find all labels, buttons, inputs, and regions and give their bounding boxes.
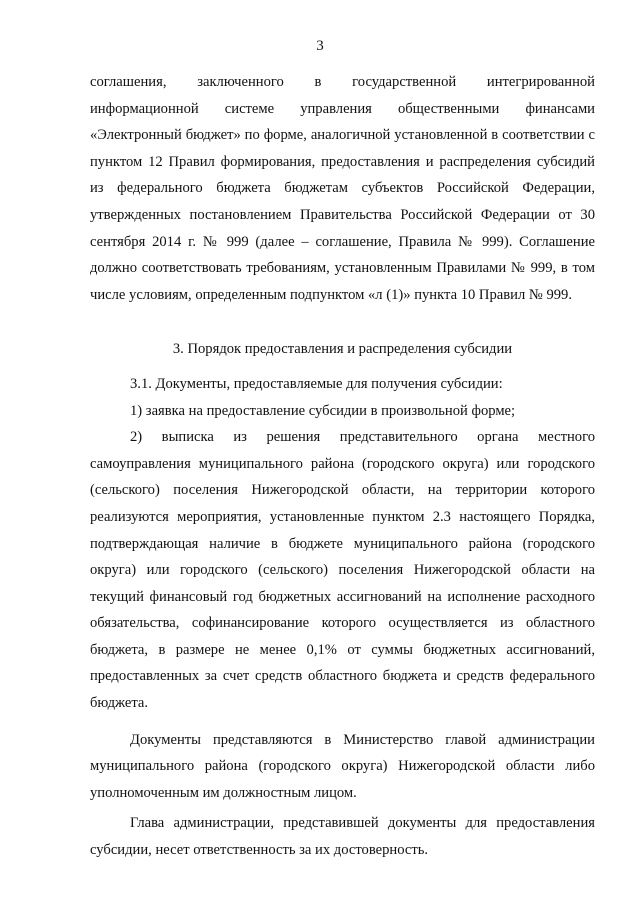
document-body bbox=[90, 69, 595, 864]
section-heading: 3. Порядок предоставления и распределения субсидии bbox=[172, 341, 513, 358]
item-3-1: 3.1. Документы, предоставляемые для получения субсидии: bbox=[130, 375, 503, 392]
responsibility-paragraph: Глава администрации, представившей документы для предоставления субсидии, несет ответственность за их достоверность. bbox=[90, 815, 595, 859]
list-item-2: 2) выписка из решения представительного органа местного самоуправления муниципального района (городского округа) или городского (сельского) поселения Нижегородской области, на территории которого реализуются мероприятия, установленные пунктом 2.3 настоящего Порядка, подтверждающая наличие в бюджете муниципального района (городского округа) или городского (сельского) поселения Нижегородской области на текущий финансовый год бюджетных ассигнований на исполнение расходного обязательства, софинансирование которого осуществляется из областного бюджета, в размере не менее 0,1% от суммы бюджетных ассигнований, предоставленных за счет средств областного бюджета и средств федерального бюджета. bbox=[90, 429, 595, 712]
intro-paragraph: соглашения, заключенного в государственной интегрированной информационной системе управления общественными финансами «Электронный бюджет» по форме, аналогичной установленной в соответствии с пунктом 12 Правил формирования, предоставления и распределения субсидий из федерального бюджета бюджетам субъектов Российской Федерации, утвержденных постановлением Правительства Российской Федерации от 30 сентября 2014 г. № 999 (далее – соглашение, Правила № 999). Соглашение должно соответствовать требованиям, установленным Правилами № 999, в том числе условиям, определенным подпунктом «л (1)» пункта 10 Правил № 999. bbox=[90, 74, 595, 303]
list-item-1: 1) заявка на предоставление субсидии в произвольной форме; bbox=[130, 402, 516, 419]
page-number: 3 bbox=[316, 38, 324, 54]
documents-submission-paragraph: Документы представляются в Министерство главой администрации муниципального района (городского округа) Нижегородской области либо уполномоченным им должностным лицом. bbox=[90, 731, 595, 801]
